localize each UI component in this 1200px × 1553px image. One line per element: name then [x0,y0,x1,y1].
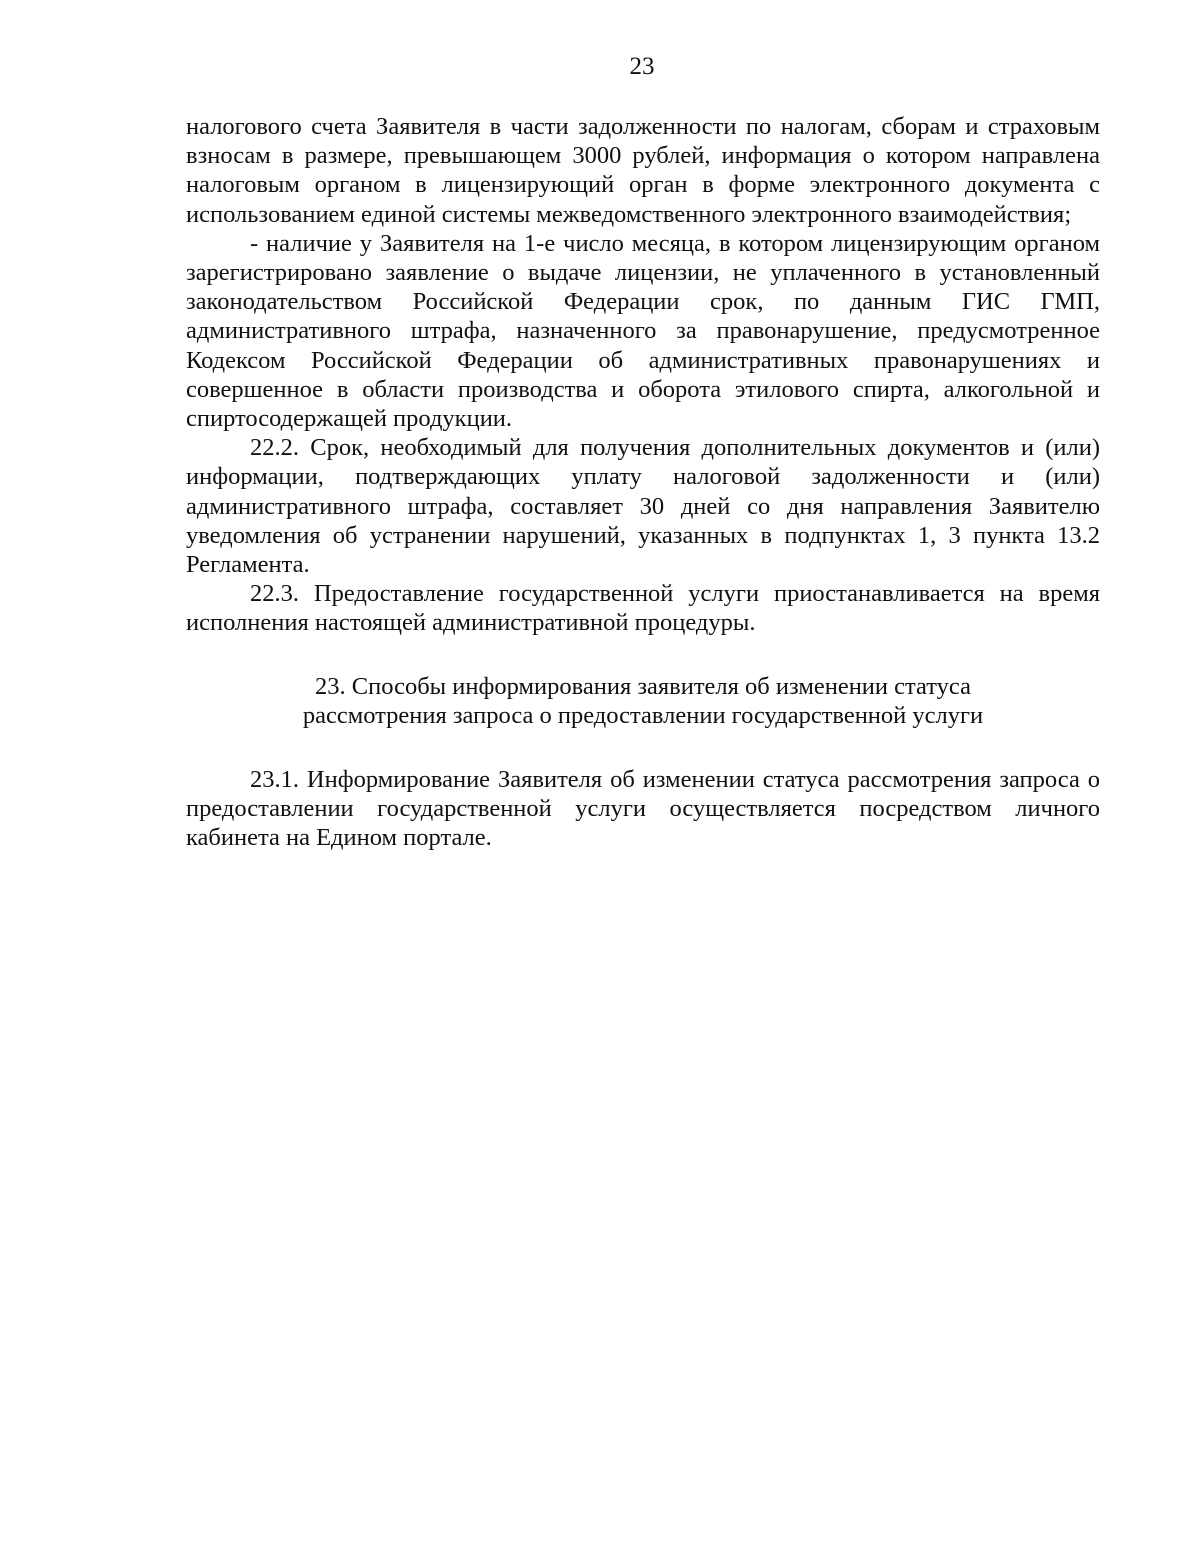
paragraph-fine-unpaid: - наличие у Заявителя на 1-е число месяца, в котором лицензирующим органом зарегистрировано заявление о выдаче лицензии, не уплаченного в установленный законодательством Российской Федерации срок, по данным ГИС ГМП, административного штрафа, назначенного за правонарушение, предусмотренное Кодексом Российской Федерации об административных правонарушениях и совершенное в области производства и оборота этилового спирта, алкогольной и спиртосодержащей продукции. [186,229,1100,433]
section-heading-line-1: 23. Способы информирования заявителя об изменении статуса [315,672,971,700]
paragraph-22-3: 22.3. Предоставление государственной услуги приостанавливается на время исполнения настоящей административной процедуры. [186,580,1100,637]
paragraph-23-1: 23.1. Информирование Заявителя об изменении статуса рассмотрения запроса о предоставлении государственной услуги осуществляется посредством личного кабинета на Едином портале. [186,765,1100,852]
document-body [186,112,1100,852]
section-heading-line-2: рассмотрения запроса о предоставлении государственной услуги [302,702,984,730]
section-heading-23 [186,672,1100,731]
paragraph-tax-debt: налогового счета Заявителя в части задолженности по налогам, сборам и страховым взносам в размере, превышающем 3000 рублей, информация о котором направлена налоговым органом в лицензирующий орган в форме электронного документа с использованием единой системы межведомственного электронного взаимодействия; [186,113,1100,228]
page-number: 23 [629,53,655,80]
paragraph-22-2: 22.2. Срок, необходимый для получения дополнительных документов и (или) информации, подтверждающих уплату налоговой задолженности и (или) административного штрафа, составляет 30 дней со дня направления Заявителю уведомления об устранении нарушений, указанных в подпунктах 1, 3 пункта 13.2 Регламента. [186,434,1100,579]
